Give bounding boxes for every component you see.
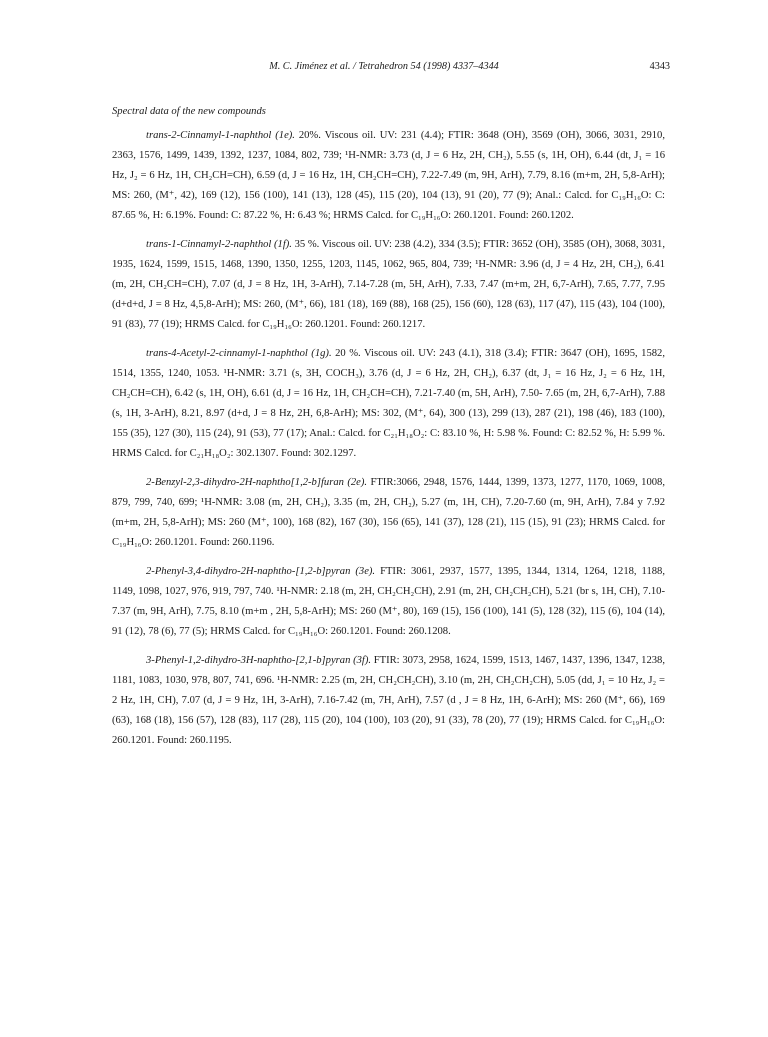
page-number: 4343 bbox=[649, 61, 670, 72]
compound-entry-3e bbox=[112, 562, 665, 642]
compound-data: FTIR:3066, 2948, 1576, 1444, 1399, 1373, 1277, 1170, 1069, 1008, 879, 799, 740, 699; ¹H-NMR: 3.08 (m, 2H, CH₂), 3.35 (m, 2H, CH₂), 5.27 (m, 1H, CH), 7.20-7.60 (m, 9H, ArH), 7.84 y 7.92 (m+m, 2H, 5,8-ArH); MS: 260 (M⁺, 100), 168 (82), 167 (30), 156 (65), 141 (37), 128 (21), 115 (15), 91 (23); HRMS Calcd. for C₁₉H₁₆O: 260.1201. Found: 260.1196. bbox=[112, 477, 665, 548]
compound-data: FTIR: 3061, 2937, 1577, 1395, 1344, 1314, 1264, 1218, 1188, 1149, 1098, 1027, 976, 919, 797, 740. ¹H-NMR: 2.18 (m, 2H, CH₂CH₂CH), 2.91 (m, 2H, CH₂CH₂CH), 5.21 (br s, 1H, CH), 7.10-7.37 (m, 9H, ArH), 7.75, 8.10 (m+m , 2H, 5,8-ArH); MS: 260 (M⁺, 80), 169 (15), 156 (100), 141 (5), 128 (32), 115 (6), 104 (14), 91 (12), 78 (6), 77 (5); HRMS Calcd. for C₁₉H₁₆O: 260.1201. Found: 260.1208. bbox=[112, 566, 666, 637]
compound-name: trans-1-Cinnamyl-2-naphthol (1f). bbox=[146, 239, 292, 250]
compound-data: 35 %. Viscous oil. UV: 238 (4.2), 334 (3.5); FTIR: 3652 (OH), 3585 (OH), 3068, 3031, 1935, 1624, 1599, 1515, 1468, 1390, 1350, 1255, 1203, 1145, 1062, 965, 804, 739; ¹H-NMR: 3.96 (d, J = 4 Hz, 2H, CH₂), 6.41 (m, 2H, CH₂CH=CH), 7.07 (d, J = 8 Hz, 1H, 3-ArH), 7.14-7.28 (m, 5H, ArH), 7.33, 7.47 (m+m, 2H, 6,7-ArH), 7.65, 7.77, 7.95 (d+d+d, J = 8 Hz, 4,5,8-ArH); MS: 260, (M⁺, 66), 181 (18), 169 (88), 168 (25), 156 (60), 128 (63), 117 (47), 115 (43), 104 (100), 91 (83), 77 (19); HRMS Calcd. for C₁₉H₁₆O: 260.1201. Found: 260.1217. bbox=[112, 239, 665, 330]
running-title: M. C. Jiménez et al. / Tetrahedron 54 (1998) 4337–4344 bbox=[269, 61, 499, 72]
page-header bbox=[0, 61, 768, 77]
compound-name: 3-Phenyl-1,2-dihydro-3H-naphtho-[2,1-b]pyran (3f). bbox=[146, 655, 372, 666]
compound-entry-3f bbox=[112, 651, 665, 751]
compound-name: trans-2-Cinnamyl-1-naphthol (1e). bbox=[146, 130, 295, 141]
compound-data: FTIR: 3073, 2958, 1624, 1599, 1513, 1467, 1437, 1396, 1347, 1238, 1181, 1083, 1030, 978, 807, 741, 696. ¹H-NMR: 2.25 (m, 2H, CH₂CH₂CH), 3.10 (m, 2H, CH₂CH₂CH), 5.05 (dd, J₁ = 10 Hz, J₂ = 2 Hz, 1H, CH), 7.07 (d, J = 9 Hz, 1H, 3-ArH), 7.16-7.42 (m, 7H, ArH), 7.57 (d , J = 8 Hz, 1H, 6-ArH); MS: 260 (M⁺, 66), 169 (63), 168 (18), 156 (57), 128 (83), 117 (28), 115 (20), 104 (100), 103 (20), 91 (33), 78 (20), 77 (19); HRMS Calcd. for C₁₉H₁₆O: 260.1201. Found: 260.1195. bbox=[112, 655, 665, 746]
section-title: Spectral data of the new compounds bbox=[112, 106, 266, 117]
compound-data: 20 %. Viscous oil. UV: 243 (4.1), 318 (3.4); FTIR: 3647 (OH), 1695, 1582, 1514, 1355, 1240, 1053. ¹H-NMR: 3.71 (s, 3H, COCH₃), 3.76 (d, J = 6 Hz, 2H, CH₂), 6.37 (dt, J₁ = 16 Hz, J₂ = 6 Hz, 1H, CH₂CH=CH), 6.42 (s, 1H, OH), 6.61 (d, J = 16 Hz, 1H, CH₂CH=CH), 7.21-7.40 (m, 5H, ArH), 7.50- 7.65 (m, 2H, 6,7-ArH), 7.88 (s, 1H, 3-ArH), 8.21, 8.97 (d+d, J = 8 Hz, 2H, 6,8-ArH); MS: 302, (M⁺, 64), 300 (13), 299 (13), 287 (21), 198 (46), 183 (100), 155 (35), 127 (30), 115 (24), 91 (53), 77 (17); Anal.: Calcd. for C₂₁H₁₈O₂: C: 83.10 %, H: 5.98 %. Found: C: 82.52 %, H: 5.99 %. HRMS Calcd. for C₂₁H₁₈O₂: 302.1307. Found: 302.1297. bbox=[112, 348, 665, 459]
compound-name: 2-Benzyl-2,3-dihydro-2H-naphtho[1,2-b]furan (2e). bbox=[146, 477, 368, 488]
compound-entry-1g bbox=[112, 344, 665, 464]
compound-entry-2e bbox=[112, 473, 665, 553]
compound-entry-1f bbox=[112, 235, 665, 335]
page-body bbox=[112, 102, 665, 760]
compound-data: 20%. Viscous oil. UV: 231 (4.4); FTIR: 3648 (OH), 3569 (OH), 3066, 3031, 2910, 2363, 1576, 1499, 1439, 1392, 1237, 1084, 802, 739; ¹H-NMR: 3.73 (d, J = 6 Hz, 2H, CH₂), 5.55 (s, 1H, OH), 6.44 (dt, J₁ = 16 Hz, J₂ = 6 Hz, 1H, CH₂CH=CH), 6.59 (d, J = 16 Hz, 1H, CH₂CH=CH), 7.22-7.49 (m, 9H, ArH), 7.79, 8.16 (m+m, 2H, 5,8-ArH); MS: 260, (M⁺, 42), 169 (12), 156 (100), 141 (13), 128 (45), 115 (20), 104 (13), 91 (20), 77 (9); Anal.: Calcd. for C₁₉H₁₆O: C: 87.65 %, H: 6.19%. Found: C: 87.22 %, H: 6.43 %; HRMS Calcd. for C₁₉H₁₆O: 260.1201. Found: 260.1202. bbox=[112, 130, 666, 221]
compound-name: 2-Phenyl-3,4-dihydro-2H-naphtho-[1,2-b]pyran (3e). bbox=[146, 566, 376, 577]
compound-name: trans-4-Acetyl-2-cinnamyl-1-naphthol (1g). bbox=[146, 348, 332, 359]
compound-entry-1e bbox=[112, 126, 665, 226]
